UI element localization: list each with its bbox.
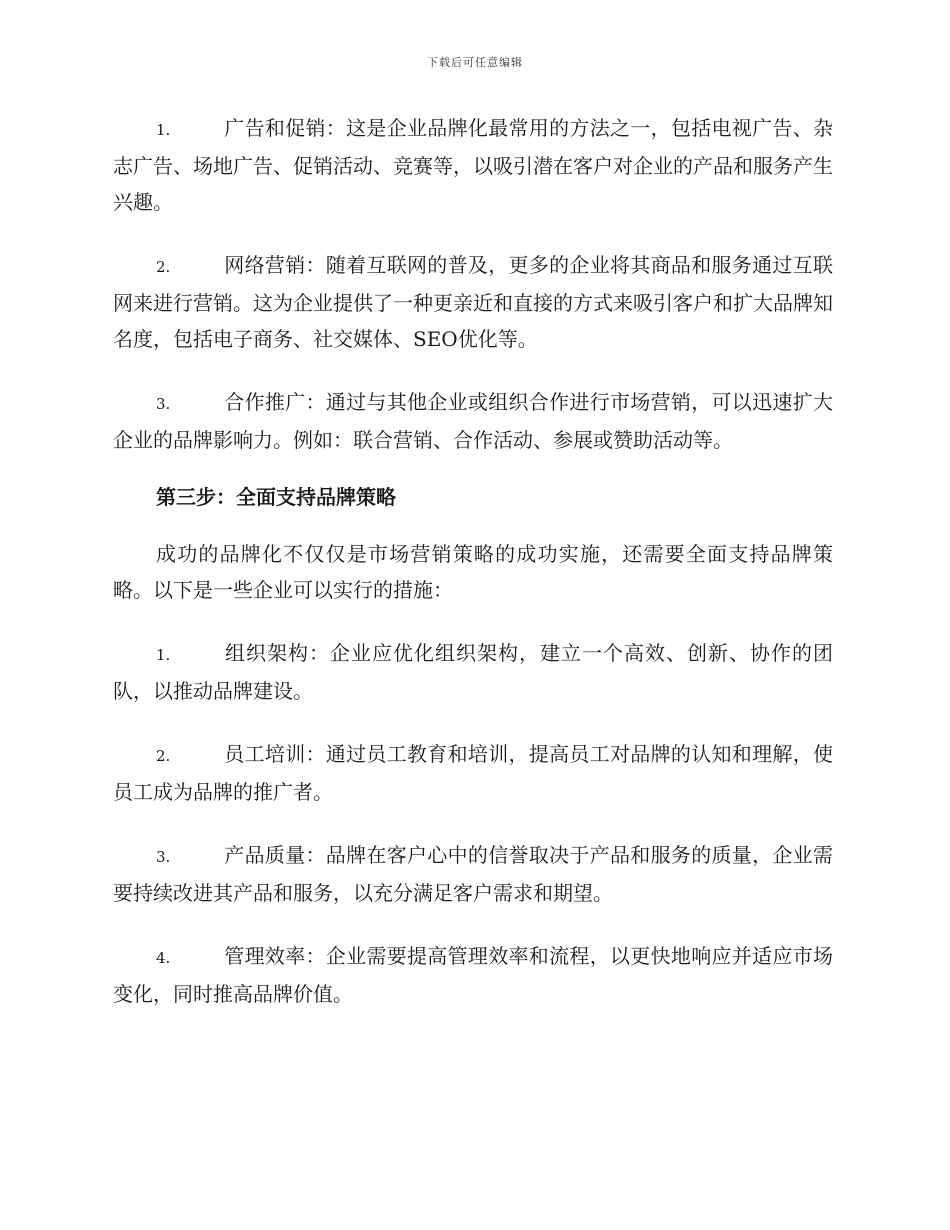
- marketing-list-item-2: [113, 247, 833, 357]
- list-item-text: 产品质量：品牌在客户心中的信誉取决于产品和服务的质量，企业需要持续改进其产品和服务，以充分满足客户需求和期望。: [113, 843, 833, 905]
- list-number: 3.: [156, 848, 171, 866]
- list-number: 2.: [156, 258, 171, 276]
- document-body: [113, 110, 833, 1039]
- marketing-list-item-3: [113, 384, 833, 458]
- support-list-item-3: [113, 837, 833, 911]
- list-item-text: 员工培训：通过员工教育和培训，提高员工对品牌的认知和理解，使员工成为品牌的推广者。: [113, 742, 833, 804]
- support-list-item-2: [113, 736, 833, 810]
- list-item-text: 组织架构：企业应优化组织架构，建立一个高效、创新、协作的团队，以推动品牌建设。: [113, 641, 833, 703]
- section-heading: 第三步：全面支持品牌策略: [156, 485, 396, 509]
- support-list-item-4: [113, 938, 833, 1012]
- list-item-text: 管理效率：企业需要提高管理效率和流程，以更快地响应并适应市场变化，同时推高品牌价值。: [113, 944, 833, 1006]
- list-item-text: 网络营销：随着互联网的普及，更多的企业将其商品和服务通过互联网来进行营销。这为企业提供了一种更亲近和直接的方式来吸引客户和扩大品牌知名度，包括电子商务、社交媒体、SEO优化等。: [113, 253, 833, 351]
- marketing-list-item-1: [113, 110, 833, 220]
- list-number: 3.: [156, 395, 171, 413]
- list-number: 1.: [156, 646, 171, 664]
- list-item-text: 广告和促销：这是企业品牌化最常用的方法之一，包括电视广告、杂志广告、场地广告、促销活动、竞赛等，以吸引潜在客户对企业的产品和服务产生兴趣。: [113, 116, 833, 214]
- list-number: 1.: [156, 121, 171, 139]
- list-number: 2.: [156, 747, 171, 765]
- header-note: 下载后可任意编辑: [427, 56, 523, 69]
- section-intro: 成功的品牌化不仅仅是市场营销策略的成功实施，还需要全面支持品牌策略。以下是一些企业可以实行的措施：: [113, 542, 833, 602]
- list-item-text: 合作推广：通过与其他企业或组织合作进行市场营销，可以迅速扩大企业的品牌影响力。例如：联合营销、合作活动、参展或赞助活动等。: [113, 390, 833, 452]
- support-list-item-1: [113, 635, 833, 709]
- list-number: 4.: [156, 949, 171, 967]
